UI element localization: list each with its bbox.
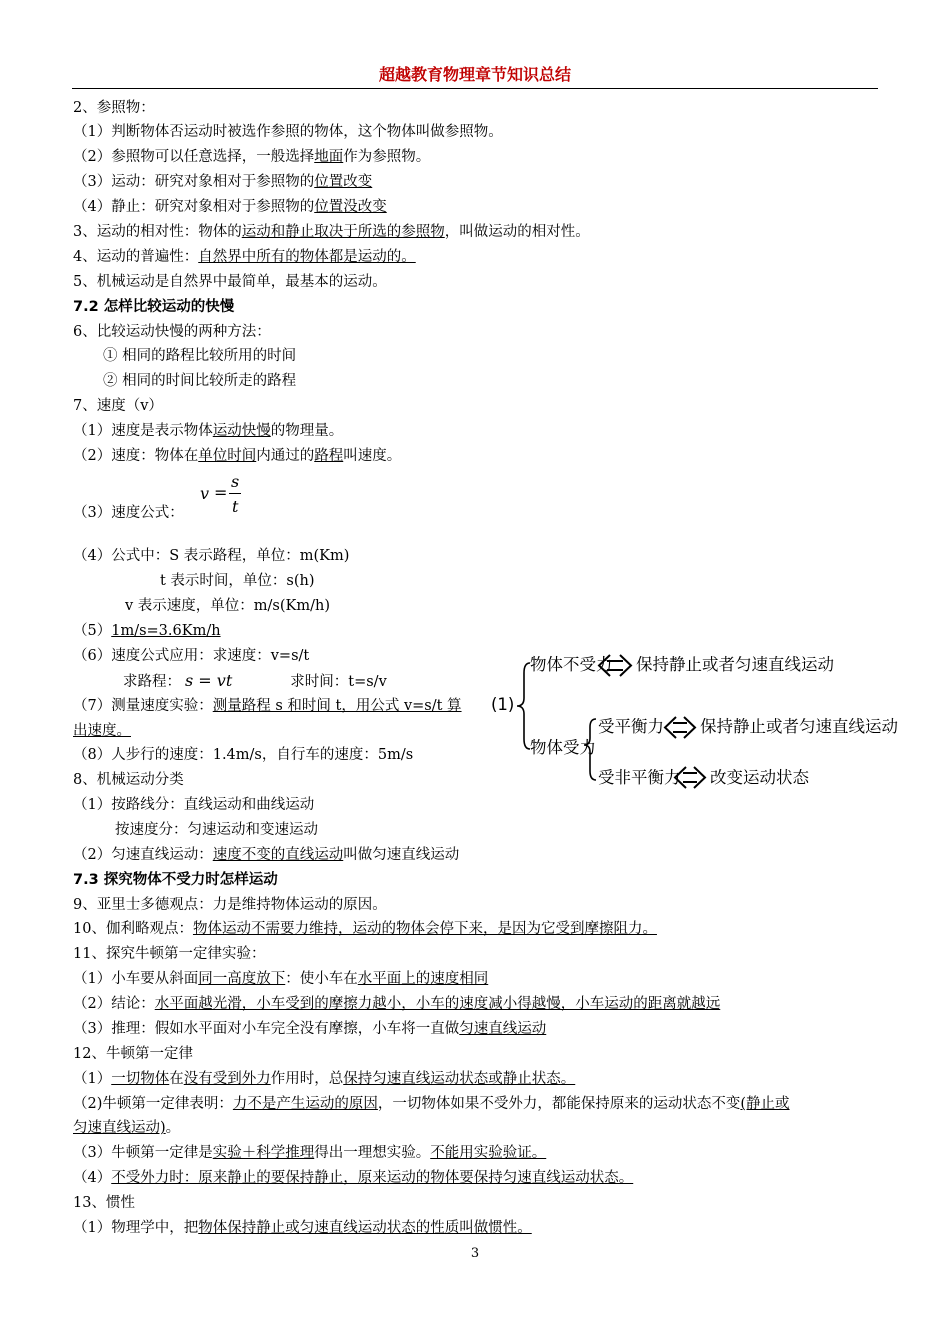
text-span: ，叫做运动的相对性。 [444,224,590,240]
text-line: ① 相同的路程比较所用的时间 [103,348,297,364]
text-span: 作为参照物。 [343,149,431,165]
underlined-text: 位置没改变 [314,199,387,215]
underlined-text: 地面 [314,149,344,165]
text-line [123,671,387,692]
underlined-text: 位置改变 [314,174,373,190]
text-span: （7）测量速度实验： [73,698,213,714]
text-line [73,1218,532,1238]
page-number: 3 [470,1246,480,1261]
text-span: 求路程： [123,674,181,690]
text-span: 。 [165,1120,181,1136]
node-unbalanced: 受非平衡力 [598,768,681,787]
text-span: 3、运动的相对性：物体的 [73,224,242,240]
underlined-text: 1m/s=3.6Km/h [111,623,221,639]
node-change-state: 改变运动状态 [710,768,809,787]
underlined-text: 单位时间 [198,448,257,464]
node-keep-still-balanced: 保持静止或者匀速直线运动 [700,717,898,736]
force-motion-diagram [490,643,898,799]
text-span: （2）匀速直线运动： [73,847,213,863]
text-span: 的物理量。 [270,423,344,439]
formula-distance: s = vt [185,671,233,690]
text-line: 6、比较运动快慢的两种方法： [73,324,271,340]
text-line [73,621,221,641]
text-line: 8、机械运动分类 [73,772,184,788]
section-heading: 7.3 探究物体不受力时怎样运动 [73,872,278,888]
text-line: （4）公式中：S 表示路程，单位：m(Km) [73,548,350,564]
underlined-text: 运动和静止取决于所选的参照物 [241,224,445,240]
text-span: ：使小车在 [285,971,358,987]
text-line: 11、探究牛顿第一定律实验： [73,946,266,962]
text-line [73,222,590,242]
formula-numerator: s [231,472,240,491]
underlined-text: 水平面越光滑，小车受到的摩擦力越小，小车的速度减小得越慢，小车运动的距离就越远 [154,996,721,1012]
text-line: 13、惯性 [73,1195,135,1211]
text-line: （6）速度公式应用：求速度：v=s/t [73,648,310,664]
formula-denominator: t [232,497,239,516]
text-line [73,147,430,167]
text-line: ② 相同的时间比较所走的路程 [103,373,297,389]
underlined-text: 运动快慢 [212,423,271,439]
text-line [73,247,416,267]
diagram-label: (1) [491,695,515,714]
text-line [73,845,459,865]
text-span: （2）速度：物体在 [73,448,199,464]
text-line [73,1019,546,1039]
underlined-text: 自然界中所有的物体都是运动的。 [198,249,416,265]
node-balanced: 受平衡力 [598,717,664,736]
text-line: t 表示时间，单位：s(h) [160,573,315,589]
node-not-forced: 物体不受力 [530,655,613,674]
text-span: （1）物理学中，把 [73,1220,199,1236]
text-line [73,969,488,989]
text-line: （1）按路线分：直线运动和曲线运动 [73,797,315,813]
text-line [73,696,462,716]
text-line [73,994,720,1014]
underlined-text: 出速度。 [73,723,131,739]
text-span: （3）牛顿第一定律是 [73,1145,213,1161]
underlined-text: 路程 [314,448,344,464]
text-span: （4）静止：研究对象相对于参照物的 [73,199,315,215]
outer-brace [517,663,530,749]
text-line [73,1143,546,1163]
text-span: （1）速度是表示物体 [73,423,213,439]
formula-v: v [200,484,210,503]
node-keep-still: 保持静止或者匀速直线运动 [636,655,834,674]
underlined-text: 不能用实验验证。 [430,1145,547,1161]
text-line [73,721,131,741]
text-span: （2）参照物可以任意选择，一般选择 [73,149,315,165]
underlined-text: 水平面上的速度相同 [357,971,489,987]
text-line [73,172,372,192]
underlined-text: (静止或 [740,1096,790,1112]
text-line: （8）人步行的速度：1.4m/s，自行车的速度：5m/s [73,747,414,763]
header-title: 超越教育物理章节知识总结 [378,65,571,84]
underlined-text: 测量路程 s 和时间 t，用公式 v=s/t 算 [212,698,462,714]
text-line: 9、亚里士多德观点：力是维持物体运动的原因。 [73,897,387,913]
underlined-text: 没有受到外力 [183,1071,271,1087]
underlined-text: 匀速直线运动 [459,1021,547,1037]
text-span: （3）运动：研究对象相对于参照物的 [73,174,315,190]
text-line [73,1069,575,1089]
text-span: 求时间：t=s/v [290,674,387,690]
text-line [73,919,657,939]
text-span: （4） [73,1170,112,1186]
text-span: 10、伽利略观点： [73,921,193,937]
text-line: 7、速度（v） [73,398,163,414]
text-line: 按速度分：匀速运动和变速运动 [115,822,318,838]
text-line [73,1168,633,1188]
double-arrow-icon [665,717,695,738]
page-header [72,62,878,89]
underlined-text: 物体运动不需要力维持，运动的物体会停下来，是因为它受到摩擦阻力。 [192,921,657,937]
section-heading: 7.2 怎样比较运动的快慢 [73,299,235,315]
text-span: ，一切物体如果不受外力，都能保持原来的运动状态不变 [377,1096,741,1112]
text-span: 4、运动的普遍性： [73,249,199,265]
fraction-bar [229,493,241,494]
text-span: （1）小车要从斜面 [73,971,199,987]
text-line: 2、参照物： [73,100,155,116]
underlined-text: 同一高度放下 [198,971,286,987]
underlined-text: 物体保持静止或匀速直线运动状态的性质叫做惯性。 [198,1220,532,1236]
underlined-text: 一切物体 [111,1071,170,1087]
text-line [73,1094,790,1114]
text-line: 5、机械运动是自然界中最简单，最基本的运动。 [73,274,387,290]
text-line: （1）判断物体否运动时被选作参照的物体，这个物体叫做参照物。 [73,124,503,140]
text-line [73,446,401,466]
underlined-text: 不受外力时：原来静止的要保持静止，原来运动的物体要保持匀速直线运动状态。 [111,1170,634,1186]
formula-equals: = [214,483,228,502]
text-span: 在 [169,1071,184,1087]
text-span: 作用时，总 [270,1071,344,1087]
text-line [73,1118,180,1138]
text-line [73,197,387,217]
text-span: 得出一理想实验。 [314,1145,431,1161]
text-span: （3）推理：假如水平面对小车完全没有摩擦，小车将一直做 [73,1021,460,1037]
text-line: （3）速度公式： [73,505,184,521]
underlined-text: 匀速直线运动) [73,1120,166,1136]
text-line [73,421,343,441]
text-span: （2）结论： [73,996,155,1012]
underlined-text: 保持匀速直线运动状态或静止状态。 [343,1071,576,1087]
text-span: 叫速度。 [343,448,402,464]
text-line: v 表示速度，单位：m/s(Km/h) [125,598,330,614]
underlined-text: 实验＋科学推理 [212,1145,315,1161]
node-forced: 物体受力 [530,738,596,757]
text-span: 叫做匀速直线运动 [343,847,460,863]
text-span: （2)牛顿第一定律表明： [73,1096,233,1112]
underlined-text: 速度不变的直线运动 [212,847,344,863]
text-span: 内通过的 [256,448,315,464]
underlined-text: 力不是产生运动的原因 [232,1096,378,1112]
text-line: 12、牛顿第一定律 [73,1046,193,1062]
text-span: （5） [73,623,112,639]
text-span: （1） [73,1071,112,1087]
